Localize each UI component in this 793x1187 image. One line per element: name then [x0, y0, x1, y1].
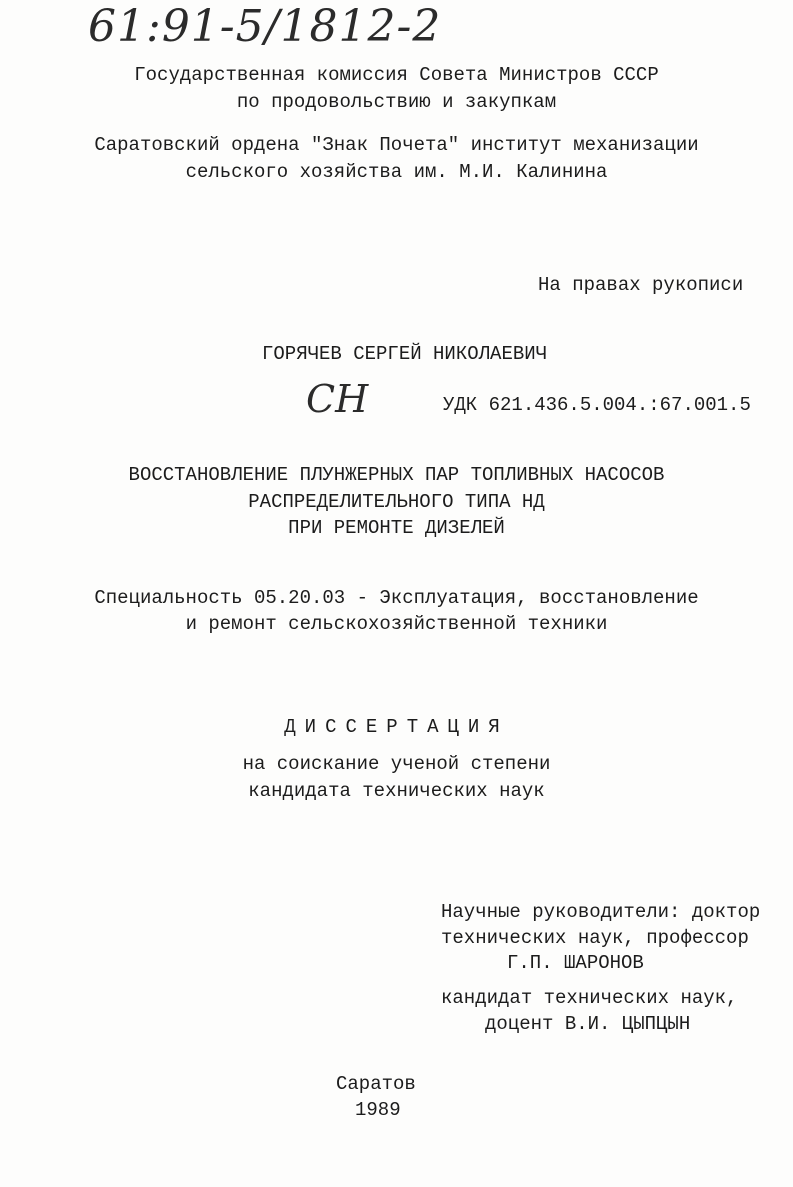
advisors-line-2: технических наук, профессор	[441, 927, 749, 949]
institute-line-2: сельского хозяйства им. М.И. Калинина	[185, 161, 608, 183]
ministry-line-1: Государственная комиссия Совета Министров СССР	[134, 64, 659, 86]
advisors-line-5: доцент В.И. ЦЫПЦЫН	[485, 1013, 691, 1035]
thesis-degree-line-1: на соискание ученой степени	[242, 753, 551, 775]
thesis-degree-line-2: кандидата технических наук	[248, 780, 545, 802]
ministry-line-2: по продовольствию и закупкам	[236, 91, 557, 113]
archive-code: 61:91-5/1812-2	[88, 1, 442, 52]
specialty-line-2: и ремонт сельскохозяйственной техники	[185, 613, 608, 635]
title-line-1: ВОССТАНОВЛЕНИЕ ПЛУНЖЕРНЫХ ПАР ТОПЛИВНЫХ НАСОСОВ	[128, 464, 665, 486]
specialty-line-1: Специальность 05.20.03 - Эксплуатация, восстановление	[94, 587, 699, 609]
udk-code: УДК 621.436.5.004.:67.001.5	[443, 394, 751, 416]
thesis-kind: ДИССЕРТАЦИЯ	[284, 716, 509, 738]
advisors-line-4: кандидат технических наук,	[441, 987, 738, 1009]
advisors-line-3: Г.П. ШАРОНОВ	[507, 952, 644, 974]
advisors-line-1: Научные руководители: доктор	[441, 901, 761, 923]
title-line-3: ПРИ РЕМОНТЕ ДИЗЕЛЕЙ	[288, 517, 505, 539]
signature: СН	[306, 377, 369, 421]
year: 1989	[355, 1099, 401, 1121]
place: Саратов	[336, 1073, 416, 1095]
rights-note: На правах рукописи	[538, 274, 744, 296]
title-line-2: РАСПРЕДЕЛИТЕЛЬНОГО ТИПА НД	[248, 491, 545, 513]
institute-line-1: Саратовский ордена "Знак Почета" институт механизации	[94, 134, 699, 156]
author-name: ГОРЯЧЕВ СЕРГЕЙ НИКОЛАЕВИЧ	[262, 343, 548, 365]
